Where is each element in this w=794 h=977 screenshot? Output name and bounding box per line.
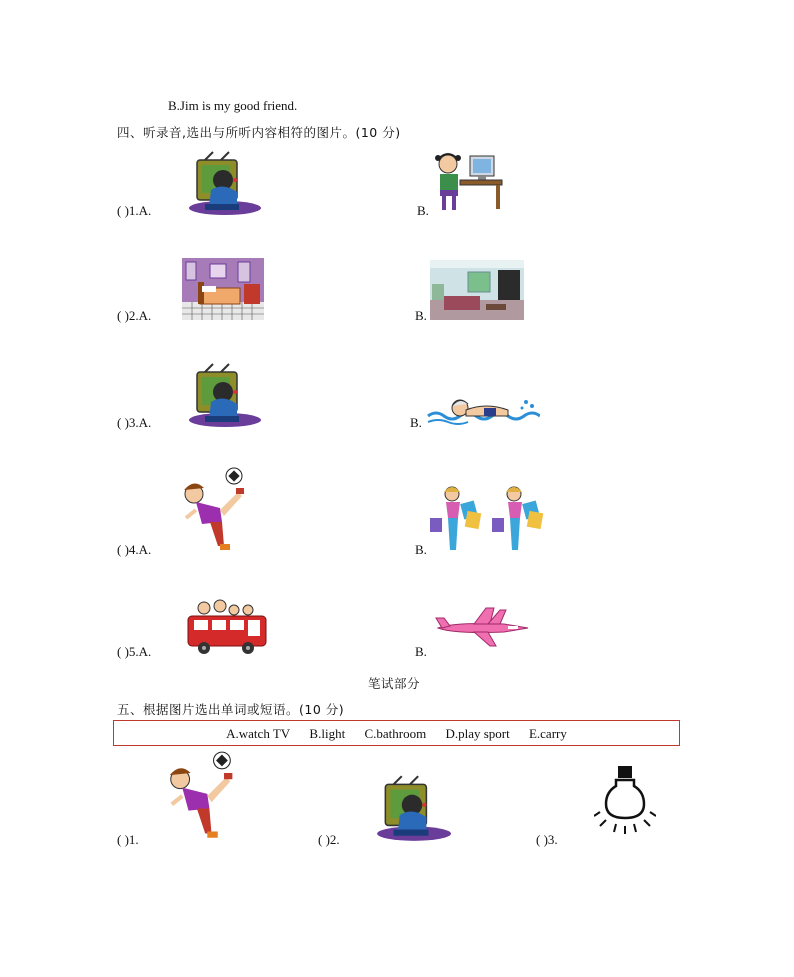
- tv-boy-image: [183, 362, 261, 428]
- item-5-number: ( )5.A.: [117, 644, 152, 659]
- s5-item-1-number: ( )1.: [117, 832, 139, 847]
- item-2-number: ( )2.A.: [117, 308, 152, 323]
- written-section-heading: 笔试部分: [368, 676, 421, 691]
- living-room-image: [430, 260, 524, 320]
- item-3-number: ( )3.A.: [117, 415, 152, 430]
- option-c: C.bathroom: [364, 726, 427, 741]
- item-1-b-label: B.: [417, 203, 429, 218]
- section-4-title: 四、听录音,选出与所听内容相符的图片。(10 分): [117, 125, 401, 140]
- plane-image: [434, 606, 532, 648]
- tv-boy-image: [371, 774, 451, 842]
- football-boy-image: [180, 466, 246, 556]
- word-bank-options: [114, 726, 679, 742]
- s5-item-2-number: ( )2.: [318, 832, 340, 847]
- option-e: E.carry: [528, 726, 567, 741]
- option-d: D.play sport: [445, 726, 510, 741]
- family-bus-image: [186, 598, 268, 656]
- item-5-b-label: B.: [415, 644, 427, 659]
- item-3-b-label: B.: [410, 415, 422, 430]
- bedroom-image: [182, 258, 264, 320]
- word-bank-box: [113, 720, 680, 746]
- shopping-women-image: [428, 484, 560, 554]
- item-2-b-label: B.: [415, 308, 427, 323]
- tv-boy-image: [183, 150, 261, 216]
- light-bulb-icon: [594, 764, 656, 836]
- swimming-boy-image: [426, 392, 540, 428]
- option-b: B.light: [309, 726, 346, 741]
- item-4-number: ( )4.A.: [117, 542, 152, 557]
- football-boy-image: [165, 750, 235, 844]
- section-5-title: 五、根据图片选出单词或短语。(10 分): [117, 702, 345, 717]
- item-4-b-label: B.: [415, 542, 427, 557]
- girl-computer-image: [430, 150, 506, 212]
- s5-item-3-number: ( )3.: [536, 832, 558, 847]
- item-1-number: ( )1.A.: [117, 203, 152, 218]
- option-a: A.watch TV: [226, 726, 291, 741]
- previous-answer-line: B.Jim is my good friend.: [168, 98, 298, 113]
